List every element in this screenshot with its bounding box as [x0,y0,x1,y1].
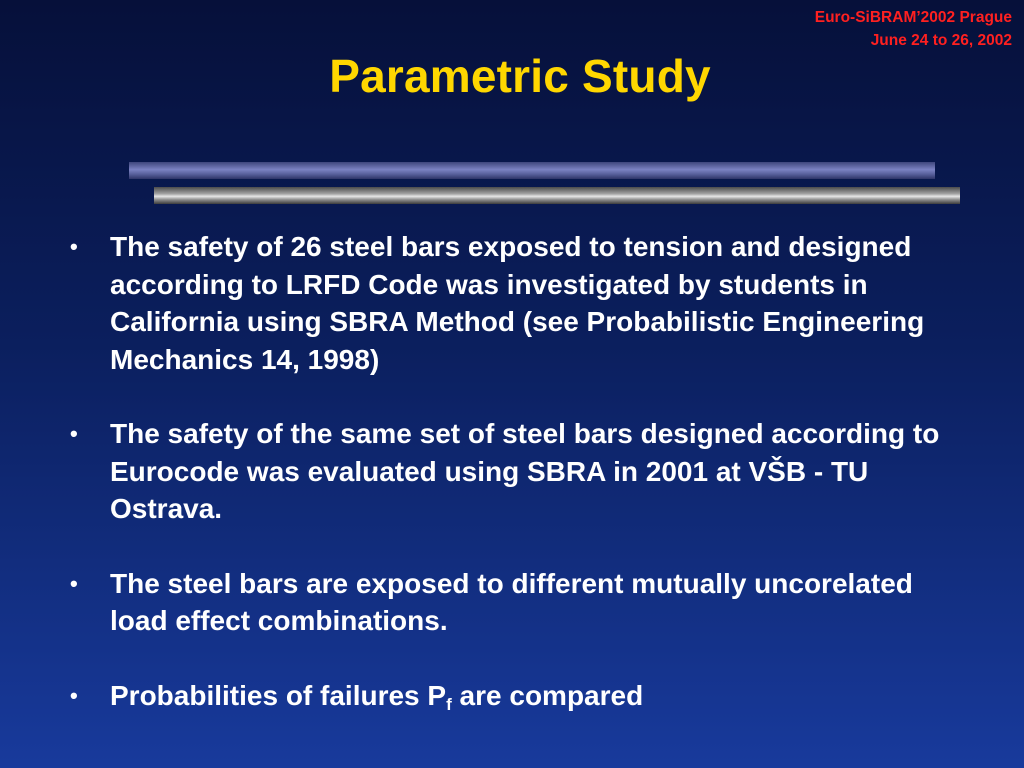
bullet-item [68,677,948,715]
bullet-text: The safety of 26 steel bars exposed to tension and designed according to LRFD Code was investigated by students in California using SBRA Method (see Probabilistic Engineering Mechanics 14, 1998) [110,231,925,375]
bullet-text: The safety of the same set of steel bars designed according to Eurocode was evaluated using SBRA in 2001 at VŠB - TU Ostrava. [110,418,940,524]
slide-title: Parametric Study [329,50,711,102]
bullet-icon: • [70,682,78,708]
bullet-text: The steel bars are exposed to different mutually uncorelated load effect combinations. [110,567,913,636]
conference-header [815,6,1012,52]
bullet-item [68,565,948,640]
conference-dates: June 24 to 26, 2002 [870,32,1012,49]
bullet-text [110,679,644,714]
failure-probability-subscript: f [446,694,452,714]
conference-name: Euro-SiBRAM’2002 Prague [814,9,1012,26]
bullet-list [68,228,948,751]
bullet-text-before: Probabilities of failures P [110,679,447,711]
bullet-icon: • [70,570,78,596]
bullet-icon: • [70,421,78,446]
bullet-item [68,228,948,378]
bullet-icon: • [70,234,78,259]
decorative-bar-upper [129,162,935,179]
decorative-bar-lower [154,187,960,204]
bullet-item [68,415,948,528]
bullet-text-after: are compared [451,679,644,711]
